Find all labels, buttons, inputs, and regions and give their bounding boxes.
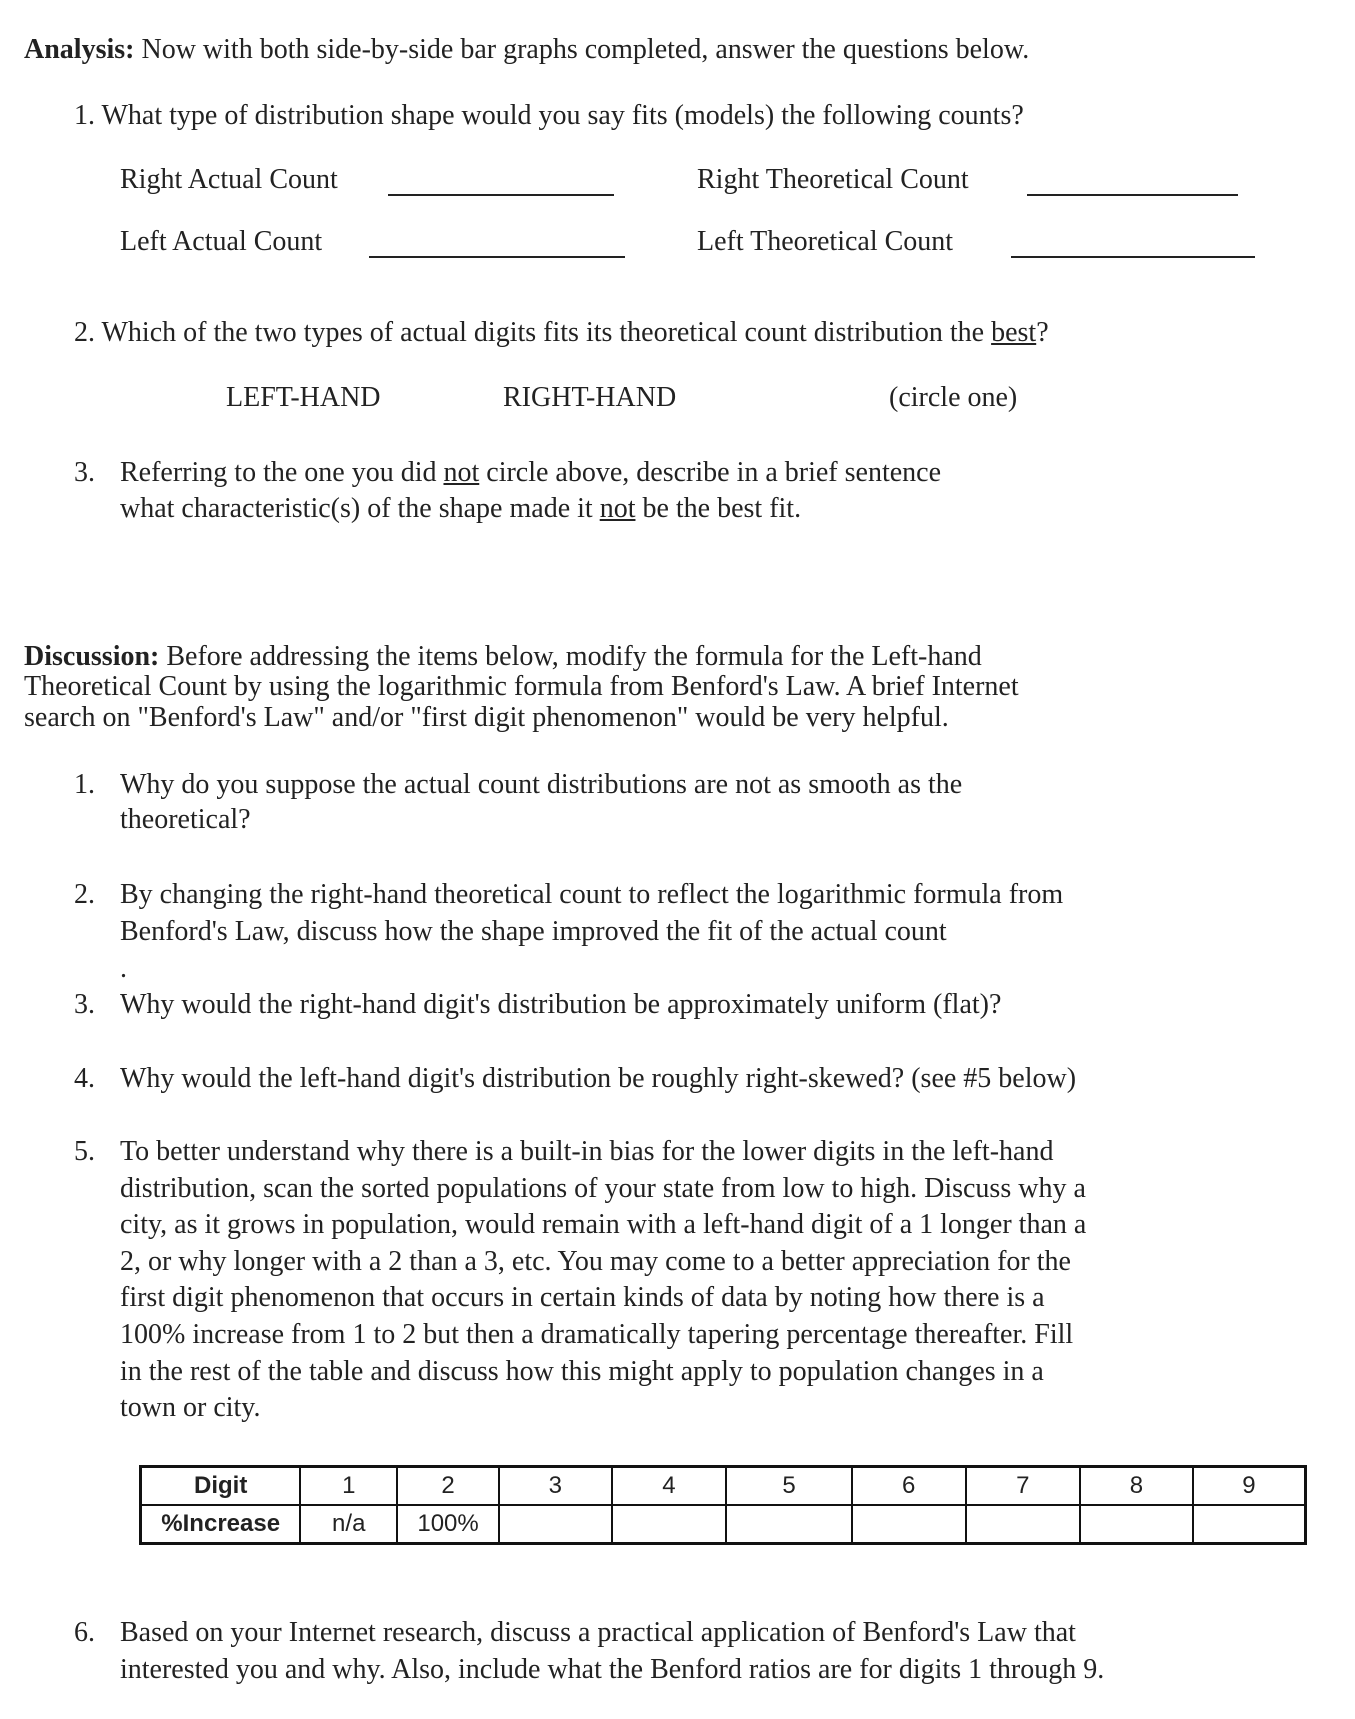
left-theoretical-blank[interactable] <box>1011 256 1255 258</box>
q3-line-1 <box>120 457 941 489</box>
answer-cell[interactable] <box>1193 1505 1306 1544</box>
analysis-label: Analysis: <box>24 34 135 65</box>
discussion-item-line: town or city. <box>120 1392 261 1423</box>
table-header-cell: Digit <box>141 1467 301 1506</box>
right-actual-blank[interactable] <box>388 194 614 196</box>
q3-underlined: not <box>443 457 480 488</box>
table-cell: 5 <box>726 1467 852 1506</box>
table-cell: 4 <box>612 1467 727 1506</box>
discussion-intro-2: Theoretical Count by using the logarithmic formula from Benford's Law. A brief Internet <box>24 671 1019 702</box>
option-left-hand[interactable]: LEFT-HAND <box>226 382 381 413</box>
answer-cell[interactable] <box>966 1505 1081 1544</box>
discussion-item-line: By changing the right-hand theoretical count to reflect the logarithmic formula from <box>120 879 1064 910</box>
table-row-increase <box>141 1505 1306 1544</box>
table-cell: 3 <box>499 1467 612 1506</box>
q2-end: ? <box>1036 317 1049 348</box>
answer-cell[interactable] <box>612 1505 727 1544</box>
discussion-item-line: first digit phenomenon that occurs in certain kinds of data by noting how there is a <box>120 1282 1045 1313</box>
q3-number: 3. <box>74 457 95 488</box>
percent-increase-table <box>139 1465 1307 1545</box>
analysis-intro: Now with both side-by-side bar graphs completed, answer the questions below. <box>134 34 1030 65</box>
discussion-item-line: 100% increase from 1 to 2 but then a dramatically tapering percentage thereafter. Fill <box>120 1319 1074 1350</box>
q3-text: what characteristic(s) of the shape made it <box>120 493 600 524</box>
discussion-item-line: Why do you suppose the actual count distributions are not as smooth as the <box>120 769 963 800</box>
discussion-item-line: . <box>120 953 127 984</box>
table-cell: 100% <box>397 1505 499 1544</box>
table-header-cell: %Increase <box>141 1505 301 1544</box>
discussion-item-number: 2. <box>74 879 95 910</box>
discussion-item-line: distribution, scan the sorted populations of your state from low to high. Discuss why a <box>120 1173 1086 1204</box>
answer-cell[interactable] <box>499 1505 612 1544</box>
analysis-q2 <box>74 317 1049 349</box>
discussion-item-number: 1. <box>74 769 95 800</box>
answer-cell[interactable] <box>726 1505 852 1544</box>
discussion-item-number: 5. <box>74 1136 95 1167</box>
analysis-heading <box>24 34 1029 66</box>
discussion-intro-3: search on "Benford's Law" and/or "first digit phenomenon" would be very helpful. <box>24 702 949 733</box>
circle-one-note: (circle one) <box>889 382 1018 413</box>
left-actual-blank[interactable] <box>369 256 625 258</box>
table-cell: 9 <box>1193 1467 1306 1506</box>
discussion-item-line: city, as it grows in population, would remain with a left-hand digit of a 1 longer than a <box>120 1209 1087 1240</box>
q3-text: be the best fit. <box>635 493 802 524</box>
discussion-item-number: 3. <box>74 989 95 1020</box>
discussion-item-line: in the rest of the table and discuss how this might apply to population changes in a <box>120 1356 1044 1387</box>
table-row-digit <box>141 1467 1306 1506</box>
q3-text: Referring to the one you did <box>120 457 444 488</box>
discussion-item-line: To better understand why there is a built-in bias for the lower digits in the left-hand <box>120 1136 1054 1167</box>
table-cell: 8 <box>1080 1467 1193 1506</box>
q2-underlined: best <box>991 317 1037 348</box>
right-theoretical-blank[interactable] <box>1027 194 1238 196</box>
q3-text: circle above, describe in a brief sentence <box>479 457 942 488</box>
right-actual-label: Right Actual Count <box>120 164 338 195</box>
q2-text: 2. Which of the two types of actual digits fits its theoretical count distribution the <box>74 317 992 348</box>
discussion-heading <box>24 641 982 673</box>
left-actual-label: Left Actual Count <box>120 226 323 257</box>
table-cell: 6 <box>852 1467 966 1506</box>
analysis-q1: 1. What type of distribution shape would you say fits (models) the following counts? <box>74 100 1024 131</box>
right-theoretical-label: Right Theoretical Count <box>697 164 969 195</box>
discussion-item-line: theoretical? <box>120 804 251 835</box>
discussion-item-line: Based on your Internet research, discuss a practical application of Benford's Law that <box>120 1617 1076 1648</box>
q3-line-2 <box>120 493 801 525</box>
q3-underlined: not <box>599 493 636 524</box>
table-cell: 1 <box>300 1467 397 1506</box>
discussion-item-number: 4. <box>74 1063 95 1094</box>
answer-cell[interactable] <box>1080 1505 1193 1544</box>
discussion-item-line: interested you and why. Also, include what the Benford ratios are for digits 1 through 9. <box>120 1654 1105 1685</box>
left-theoretical-label: Left Theoretical Count <box>697 226 954 257</box>
table-cell: 7 <box>966 1467 1081 1506</box>
discussion-item-number: 6. <box>74 1617 95 1648</box>
discussion-item-line: 2, or why longer with a 2 than a 3, etc. You may come to a better appreciation for the <box>120 1246 1071 1277</box>
discussion-item-line: Benford's Law, discuss how the shape improved the fit of the actual count <box>120 916 947 947</box>
table-cell: 2 <box>397 1467 499 1506</box>
option-right-hand[interactable]: RIGHT-HAND <box>503 382 677 413</box>
discussion-label: Discussion: <box>24 641 160 672</box>
discussion-item-line: Why would the right-hand digit's distribution be approximately uniform (flat)? <box>120 989 1002 1020</box>
discussion-intro: Before addressing the items below, modify the formula for the Left-hand <box>159 641 982 672</box>
answer-cell[interactable] <box>852 1505 966 1544</box>
discussion-item-line: Why would the left-hand digit's distribution be roughly right-skewed? (see #5 below) <box>120 1063 1077 1094</box>
table-cell: n/a <box>300 1505 397 1544</box>
